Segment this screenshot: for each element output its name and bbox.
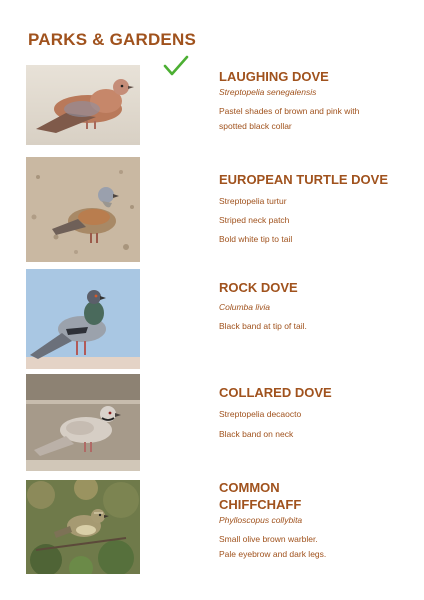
latin-name: Columba livia [219,302,271,312]
latin-name: Phylloscopus collybita [219,515,303,525]
bird-name: LAUGHING DOVE [219,69,329,84]
collared-dove-photo [26,374,140,471]
check-mark-icon [163,54,189,78]
latin-name: Streptopelia decaocto [219,409,302,419]
laughing-dove-entry [219,68,409,132]
european-turtle-dove-entry [219,171,409,245]
bird-name-line1: COMMON [219,480,280,495]
latin-name: Streptopelia senegalensis [219,87,317,97]
bird-name: ROCK DOVE [219,280,298,295]
rock-dove-entry [219,279,409,332]
rock-dove-photo [26,269,140,369]
european-turtle-dove-photo [26,157,140,262]
common-chiffchaff-entry [219,479,409,560]
description-line: Striped neck patch [219,215,290,225]
description-line: Pale eyebrow and dark legs. [219,549,327,559]
collared-dove-entry [219,384,409,440]
description-line: spotted black collar [219,121,292,131]
common-chiffchaff-photo [26,480,140,574]
bird-name: EUROPEAN TURTLE DOVE [219,172,389,187]
page-title: PARKS & GARDENS [28,30,196,49]
description-line: Small olive brown warbler. [219,534,318,544]
description-line: Bold white tip to tail [219,234,293,244]
description-line: Pastel shades of brown and pink with [219,106,360,116]
laughing-dove-photo [26,65,140,145]
bird-name-line2: CHIFFCHAFF [219,497,302,512]
latin-name: Streptopelia turtur [219,196,287,206]
description-line: Black band on neck [219,429,294,439]
bird-name: COLLARED DOVE [219,385,332,400]
description-line: Black band at tip of tail. [219,321,307,331]
